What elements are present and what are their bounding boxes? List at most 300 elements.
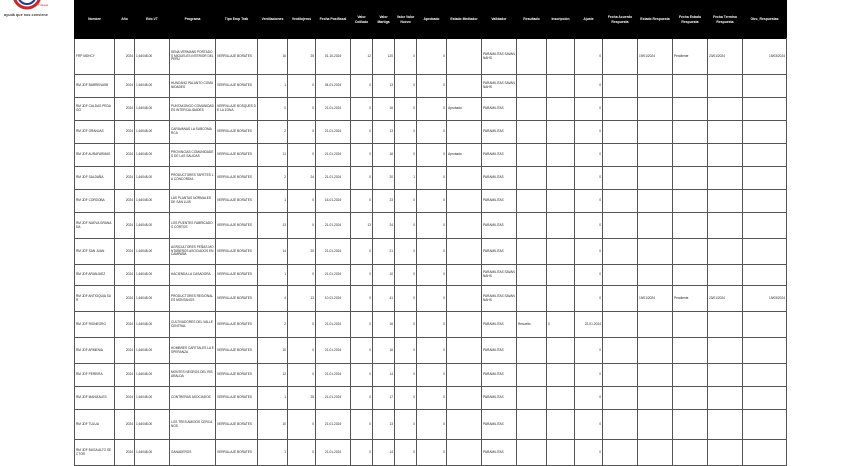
- column-header[interactable]: Edo.VT: [135, 1, 170, 39]
- table-cell[interactable]: PUNTAKONGO COMUNIDADES INTERCALIDADES: [170, 98, 216, 121]
- column-header[interactable]: Validador: [482, 1, 517, 39]
- table-cell[interactable]: [743, 144, 787, 167]
- table-cell[interactable]: 1: [258, 190, 288, 213]
- table-cell[interactable]: 0: [351, 75, 373, 98]
- table-cell[interactable]: [638, 338, 673, 364]
- table-cell[interactable]: [447, 190, 482, 213]
- table-cell[interactable]: 1,64048-00: [135, 387, 170, 410]
- table-cell[interactable]: 21-01-2024: [316, 338, 351, 364]
- table-cell[interactable]: 01-10-2024: [316, 39, 351, 75]
- table-cell[interactable]: 0: [575, 144, 603, 167]
- table-cell[interactable]: [603, 167, 638, 190]
- table-cell[interactable]: [743, 410, 787, 440]
- column-header[interactable]: Fecha Estado Respuesta: [673, 1, 708, 39]
- table-cell[interactable]: 16: [373, 338, 395, 364]
- table-cell[interactable]: 04-01-2024: [316, 75, 351, 98]
- table-cell[interactable]: [547, 364, 575, 387]
- table-cell[interactable]: 0: [351, 387, 373, 410]
- table-cell[interactable]: [603, 239, 638, 265]
- table-cell[interactable]: [743, 190, 787, 213]
- table-cell[interactable]: PARAMILITAS: [482, 121, 517, 144]
- table-cell[interactable]: 0: [417, 286, 447, 312]
- table-cell[interactable]: 0: [351, 410, 373, 440]
- table-cell[interactable]: 21-01-2024: [316, 410, 351, 440]
- table-cell[interactable]: [603, 144, 638, 167]
- table-cell[interactable]: [638, 190, 673, 213]
- table-cell[interactable]: [547, 440, 575, 466]
- table-cell[interactable]: 0: [351, 190, 373, 213]
- table-cell[interactable]: [743, 440, 787, 466]
- table-cell[interactable]: 0: [575, 440, 603, 466]
- table-row[interactable]: [75, 167, 787, 190]
- column-header[interactable]: Nombre: [75, 1, 115, 39]
- table-cell[interactable]: [547, 265, 575, 286]
- table-cell[interactable]: [743, 364, 787, 387]
- table-cell[interactable]: [603, 213, 638, 239]
- table-cell[interactable]: [673, 410, 708, 440]
- table-cell[interactable]: PARAMILITAS SAVANNAHS: [482, 75, 517, 98]
- table-cell[interactable]: VERRILLAJE BORATES: [216, 410, 258, 440]
- table-cell[interactable]: RM JDF AURAFARMAS: [75, 144, 115, 167]
- table-cell[interactable]: 10: [258, 338, 288, 364]
- table-cell[interactable]: 0: [351, 338, 373, 364]
- table-cell[interactable]: 0: [575, 39, 603, 75]
- table-cell[interactable]: 12: [351, 39, 373, 75]
- table-cell[interactable]: 2024: [115, 98, 135, 121]
- column-header[interactable]: Fecha Acuerdo Respuesta: [603, 1, 638, 39]
- table-cell[interactable]: [447, 39, 482, 75]
- table-cell[interactable]: 2024: [115, 144, 135, 167]
- table-cell[interactable]: 21-01-2024: [316, 364, 351, 387]
- table-cell[interactable]: [603, 387, 638, 410]
- table-cell[interactable]: [603, 265, 638, 286]
- table-cell[interactable]: 23/01/2024: [708, 286, 743, 312]
- table-cell[interactable]: 0: [288, 121, 316, 144]
- table-cell[interactable]: 2024: [115, 286, 135, 312]
- table-cell[interactable]: VERRILLAJE BOSQUES DE LA ZONA: [216, 98, 258, 121]
- table-cell[interactable]: 12: [258, 364, 288, 387]
- table-cell[interactable]: [743, 312, 787, 338]
- table-cell[interactable]: 0: [351, 239, 373, 265]
- table-cell[interactable]: HUNCANO PALANTO COMUNIDADES: [170, 75, 216, 98]
- table-cell[interactable]: 0: [417, 364, 447, 387]
- table-cell[interactable]: RM JDF PEREIRA: [75, 364, 115, 387]
- table-cell[interactable]: 21: [373, 239, 395, 265]
- table-cell[interactable]: 0: [395, 98, 417, 121]
- table-cell[interactable]: PARAMILITAS: [482, 440, 517, 466]
- table-cell[interactable]: 16: [373, 312, 395, 338]
- column-header[interactable]: Ventilaciones: [258, 1, 288, 39]
- table-cell[interactable]: PARAMILITAS: [482, 338, 517, 364]
- table-cell[interactable]: [517, 265, 547, 286]
- table-cell[interactable]: 10: [258, 410, 288, 440]
- table-cell[interactable]: [517, 387, 547, 410]
- table-cell[interactable]: [547, 190, 575, 213]
- table-cell[interactable]: LOS PUENTES FABRICADOS CORTOS: [170, 213, 216, 239]
- table-cell[interactable]: 19/01/2024: [638, 286, 673, 312]
- table-cell[interactable]: 15/03/2024: [743, 286, 787, 312]
- table-cell[interactable]: [517, 364, 547, 387]
- table-cell[interactable]: [708, 167, 743, 190]
- table-cell[interactable]: 2: [258, 312, 288, 338]
- column-header[interactable]: Valor Martiga: [373, 1, 395, 39]
- table-cell[interactable]: [708, 190, 743, 213]
- table-cell[interactable]: 4: [258, 286, 288, 312]
- table-cell[interactable]: 23: [373, 190, 395, 213]
- table-row[interactable]: [75, 286, 787, 312]
- table-cell[interactable]: 0: [547, 312, 575, 338]
- table-cell[interactable]: 22-01-2024: [575, 312, 603, 338]
- table-row[interactable]: [75, 312, 787, 338]
- table-cell[interactable]: [708, 144, 743, 167]
- table-cell[interactable]: 13: [373, 75, 395, 98]
- table-cell[interactable]: [447, 286, 482, 312]
- table-cell[interactable]: PARAMILITAS: [482, 144, 517, 167]
- table-cell[interactable]: 0: [395, 387, 417, 410]
- table-cell[interactable]: PARAMILITAS SAVANNAHS: [482, 265, 517, 286]
- table-cell[interactable]: HOMBRES CAFETALES LA ESPERANZA: [170, 338, 216, 364]
- table-cell[interactable]: 1,64048-00: [135, 213, 170, 239]
- table-cell[interactable]: [547, 98, 575, 121]
- table-cell[interactable]: 1,64048-00: [135, 265, 170, 286]
- table-cell[interactable]: [673, 167, 708, 190]
- table-cell[interactable]: 0: [417, 167, 447, 190]
- column-header[interactable]: Estado Mediador: [447, 1, 482, 39]
- table-cell[interactable]: 0: [395, 440, 417, 466]
- table-cell[interactable]: VERRILLAJE BORATES: [216, 338, 258, 364]
- table-cell[interactable]: 0: [395, 364, 417, 387]
- table-cell[interactable]: VERRILLAJE BORATES: [216, 265, 258, 286]
- table-cell[interactable]: [673, 239, 708, 265]
- table-cell[interactable]: [547, 39, 575, 75]
- table-cell[interactable]: 2024: [115, 167, 135, 190]
- table-cell[interactable]: [673, 364, 708, 387]
- table-cell[interactable]: 0: [395, 75, 417, 98]
- table-cell[interactable]: [743, 338, 787, 364]
- table-cell[interactable]: 2024: [115, 312, 135, 338]
- table-cell[interactable]: VERRILLAJE BORATES: [216, 167, 258, 190]
- table-cell[interactable]: 19/01/2024: [638, 39, 673, 75]
- table-cell[interactable]: 0: [417, 121, 447, 144]
- table-cell[interactable]: 0: [575, 338, 603, 364]
- table-cell[interactable]: GANADEROS: [170, 440, 216, 466]
- table-cell[interactable]: [547, 144, 575, 167]
- table-cell[interactable]: PARAMILITAS SAVANNAHS: [482, 286, 517, 312]
- column-header[interactable]: Estado Respuesta: [638, 1, 673, 39]
- table-cell[interactable]: 0: [351, 98, 373, 121]
- table-cell[interactable]: 0: [417, 98, 447, 121]
- table-cell[interactable]: [673, 213, 708, 239]
- column-header[interactable]: Fecha Postfiscal: [316, 1, 351, 39]
- table-cell[interactable]: 0: [417, 239, 447, 265]
- table-cell[interactable]: 20: [373, 167, 395, 190]
- table-cell[interactable]: SENA VERMANS PORTADOS MIGUELES INTERIOR DEL PERÚ: [170, 39, 216, 75]
- table-cell[interactable]: [708, 239, 743, 265]
- table-cell[interactable]: 0: [417, 410, 447, 440]
- table-cell[interactable]: 2024: [115, 213, 135, 239]
- column-header[interactable]: Año: [115, 1, 135, 39]
- table-cell[interactable]: 0: [417, 213, 447, 239]
- table-row[interactable]: [75, 98, 787, 121]
- table-cell[interactable]: 2024: [115, 75, 135, 98]
- table-cell[interactable]: RM JDF ANTIOQUIA SUR: [75, 286, 115, 312]
- table-cell[interactable]: [447, 213, 482, 239]
- table-cell[interactable]: RM JDF TULUA: [75, 410, 115, 440]
- table-cell[interactable]: [517, 440, 547, 466]
- table-cell[interactable]: 0: [395, 144, 417, 167]
- table-cell[interactable]: [708, 338, 743, 364]
- table-cell[interactable]: 0: [395, 410, 417, 440]
- table-cell[interactable]: 2024: [115, 239, 135, 265]
- table-cell[interactable]: VERRILLAJE BORATES: [216, 213, 258, 239]
- table-cell[interactable]: 1,64048-00: [135, 239, 170, 265]
- table-cell[interactable]: RM JDF CALDAS PEDAGO: [75, 98, 115, 121]
- table-cell[interactable]: [547, 239, 575, 265]
- table-cell[interactable]: 13: [351, 213, 373, 239]
- table-row[interactable]: [75, 239, 787, 265]
- table-cell[interactable]: RM JDF BUGA ALTO SECTOR: [75, 440, 115, 466]
- table-cell[interactable]: [708, 265, 743, 286]
- table-cell[interactable]: 0: [288, 190, 316, 213]
- table-cell[interactable]: [638, 121, 673, 144]
- table-cell[interactable]: 1,64048-00: [135, 98, 170, 121]
- table-cell[interactable]: LOS TRES AMIGOS CERCANOS: [170, 410, 216, 440]
- table-cell[interactable]: [638, 312, 673, 338]
- table-cell[interactable]: 1,64048-00: [135, 364, 170, 387]
- table-cell[interactable]: 1,64048-00: [135, 121, 170, 144]
- table-cell[interactable]: 21-01-2024: [316, 213, 351, 239]
- table-cell[interactable]: 0: [395, 286, 417, 312]
- table-row[interactable]: [75, 121, 787, 144]
- column-header[interactable]: Inscripción: [547, 1, 575, 39]
- table-cell[interactable]: [638, 239, 673, 265]
- table-cell[interactable]: RM JDF CORDOBA: [75, 190, 115, 213]
- table-cell[interactable]: [517, 144, 547, 167]
- table-cell[interactable]: 0: [395, 239, 417, 265]
- table-cell[interactable]: 14: [373, 440, 395, 466]
- table-cell[interactable]: [673, 312, 708, 338]
- table-cell[interactable]: 1,64048-00: [135, 144, 170, 167]
- table-cell[interactable]: PROVINCIAS COMUNIDADES DE LAS SALIDAS: [170, 144, 216, 167]
- table-cell[interactable]: [447, 239, 482, 265]
- column-header[interactable]: Valor Valor Nuevo: [395, 1, 417, 39]
- table-cell[interactable]: 1,64048-00: [135, 39, 170, 75]
- table-cell[interactable]: [447, 75, 482, 98]
- table-cell[interactable]: 0: [575, 286, 603, 312]
- table-cell[interactable]: LAS PLANTAS NORMALES DE SAN LUIS: [170, 190, 216, 213]
- table-cell[interactable]: 0: [417, 440, 447, 466]
- table-cell[interactable]: 0: [288, 440, 316, 466]
- table-cell[interactable]: [708, 387, 743, 410]
- table-cell[interactable]: PARAMILITAS: [482, 239, 517, 265]
- table-cell[interactable]: [603, 286, 638, 312]
- table-cell[interactable]: [603, 312, 638, 338]
- table-cell[interactable]: 0: [575, 265, 603, 286]
- table-cell[interactable]: [638, 440, 673, 466]
- table-cell[interactable]: 2024: [115, 121, 135, 144]
- table-row[interactable]: [75, 190, 787, 213]
- table-cell[interactable]: FRP MDHCY: [75, 39, 115, 75]
- table-cell[interactable]: [638, 213, 673, 239]
- table-cell[interactable]: [708, 75, 743, 98]
- table-cell[interactable]: PARAMILITAS: [482, 312, 517, 338]
- table-cell[interactable]: VERRILLAJE BORATES: [216, 144, 258, 167]
- table-cell[interactable]: 13: [288, 286, 316, 312]
- table-cell[interactable]: PARAMILITAS: [482, 213, 517, 239]
- table-row[interactable]: [75, 75, 787, 98]
- table-cell[interactable]: 0: [351, 286, 373, 312]
- table-cell[interactable]: [517, 213, 547, 239]
- table-cell[interactable]: [673, 75, 708, 98]
- table-cell[interactable]: Pendiente: [673, 286, 708, 312]
- table-cell[interactable]: [547, 121, 575, 144]
- table-cell[interactable]: [743, 121, 787, 144]
- table-cell[interactable]: 1: [258, 387, 288, 410]
- table-cell[interactable]: 0: [575, 167, 603, 190]
- table-cell[interactable]: PARAMILITAS: [482, 98, 517, 121]
- table-cell[interactable]: VERRILLAJE BORATES: [216, 190, 258, 213]
- table-cell[interactable]: PARAMILITAS: [482, 167, 517, 190]
- table-cell[interactable]: 0: [258, 98, 288, 121]
- table-cell[interactable]: 1,64048-00: [135, 312, 170, 338]
- table-cell[interactable]: 0: [575, 364, 603, 387]
- table-cell[interactable]: 2: [258, 167, 288, 190]
- table-cell[interactable]: 2024: [115, 387, 135, 410]
- table-cell[interactable]: [547, 75, 575, 98]
- table-row[interactable]: [75, 410, 787, 440]
- table-cell[interactable]: 0: [351, 121, 373, 144]
- table-cell[interactable]: 0: [417, 387, 447, 410]
- table-cell[interactable]: [638, 144, 673, 167]
- table-cell[interactable]: 0: [288, 98, 316, 121]
- table-cell[interactable]: RM JDF NUEVA GRANADA: [75, 213, 115, 239]
- table-cell[interactable]: 0: [395, 121, 417, 144]
- table-cell[interactable]: 0: [417, 338, 447, 364]
- table-cell[interactable]: 0: [417, 265, 447, 286]
- table-cell[interactable]: 24: [288, 167, 316, 190]
- table-cell[interactable]: 0: [417, 144, 447, 167]
- table-cell[interactable]: VERRILLAJE BORATES: [216, 286, 258, 312]
- table-row[interactable]: [75, 213, 787, 239]
- table-cell[interactable]: 0: [288, 265, 316, 286]
- table-cell[interactable]: [743, 213, 787, 239]
- table-cell[interactable]: [673, 98, 708, 121]
- table-cell[interactable]: CARAVANAS LA SUBCOMARCA: [170, 121, 216, 144]
- table-cell[interactable]: 1,64048-00: [135, 286, 170, 312]
- table-cell[interactable]: [673, 265, 708, 286]
- table-cell[interactable]: 0: [395, 39, 417, 75]
- table-row[interactable]: [75, 144, 787, 167]
- table-cell[interactable]: PRODUCTORES REGIONALES MONTANOS: [170, 286, 216, 312]
- table-cell[interactable]: 13: [373, 121, 395, 144]
- table-cell[interactable]: 0: [351, 265, 373, 286]
- table-cell[interactable]: PARAMILITAS: [482, 387, 517, 410]
- table-cell[interactable]: 14: [373, 364, 395, 387]
- table-cell[interactable]: 2024: [115, 410, 135, 440]
- column-header[interactable]: Fecha Termino Respuesta: [708, 1, 743, 39]
- table-cell[interactable]: VERRILLAJE BORATES: [216, 39, 258, 75]
- table-cell[interactable]: AGRICULTORES PEÑAS MONTAÑEROS ASOCIADOS EN CAMPAÑA: [170, 239, 216, 265]
- table-cell[interactable]: [603, 190, 638, 213]
- table-cell[interactable]: Resuelto: [517, 312, 547, 338]
- table-cell[interactable]: [673, 387, 708, 410]
- table-cell[interactable]: 1: [258, 440, 288, 466]
- table-cell[interactable]: [603, 364, 638, 387]
- table-cell[interactable]: 2024: [115, 39, 135, 75]
- table-cell[interactable]: [743, 167, 787, 190]
- table-cell[interactable]: 0: [575, 98, 603, 121]
- table-cell[interactable]: [743, 75, 787, 98]
- table-cell[interactable]: 0: [395, 265, 417, 286]
- table-cell[interactable]: [547, 286, 575, 312]
- table-cell[interactable]: [447, 167, 482, 190]
- table-cell[interactable]: [708, 213, 743, 239]
- table-cell[interactable]: 17: [373, 387, 395, 410]
- table-cell[interactable]: [638, 98, 673, 121]
- table-cell[interactable]: [517, 39, 547, 75]
- table-cell[interactable]: 2024: [115, 265, 135, 286]
- table-cell[interactable]: 0: [417, 39, 447, 75]
- table-cell[interactable]: 0: [575, 410, 603, 440]
- table-cell[interactable]: [708, 121, 743, 144]
- table-cell[interactable]: [447, 410, 482, 440]
- table-cell[interactable]: PARAMILITAS SAVANNAHS: [482, 39, 517, 75]
- table-cell[interactable]: 25: [288, 39, 316, 75]
- table-cell[interactable]: 0: [288, 364, 316, 387]
- table-cell[interactable]: 10-01-2024: [316, 286, 351, 312]
- table-cell[interactable]: [447, 121, 482, 144]
- table-row[interactable]: [75, 265, 787, 286]
- table-cell[interactable]: [638, 364, 673, 387]
- table-cell[interactable]: [547, 387, 575, 410]
- table-cell[interactable]: [603, 338, 638, 364]
- table-cell[interactable]: 1: [258, 75, 288, 98]
- table-cell[interactable]: 0: [395, 312, 417, 338]
- table-cell[interactable]: MONTES NEGROS DEL RISARALDA: [170, 364, 216, 387]
- table-cell[interactable]: 23/01/2024: [708, 39, 743, 75]
- table-cell[interactable]: [447, 387, 482, 410]
- table-cell[interactable]: 0: [575, 239, 603, 265]
- table-cell[interactable]: 21-01-2024: [316, 312, 351, 338]
- table-cell[interactable]: [447, 440, 482, 466]
- table-cell[interactable]: 2024: [115, 440, 135, 466]
- table-cell[interactable]: [603, 121, 638, 144]
- table-cell[interactable]: [517, 286, 547, 312]
- table-cell[interactable]: PRODUCTORES TAPETES LA CONCORDIA: [170, 167, 216, 190]
- table-cell[interactable]: [517, 190, 547, 213]
- table-cell[interactable]: VERRILLAJE BORATES: [216, 364, 258, 387]
- table-cell[interactable]: 20: [288, 239, 316, 265]
- table-cell[interactable]: 120: [373, 39, 395, 75]
- table-cell[interactable]: RM JDF MANIZALES: [75, 387, 115, 410]
- table-cell[interactable]: 21-01-2024: [316, 121, 351, 144]
- table-cell[interactable]: 1,64048-00: [135, 440, 170, 466]
- column-header[interactable]: Ventilojeros: [288, 1, 316, 39]
- table-cell[interactable]: 11: [258, 144, 288, 167]
- table-cell[interactable]: 16: [373, 144, 395, 167]
- table-cell[interactable]: [673, 338, 708, 364]
- table-row[interactable]: [75, 338, 787, 364]
- table-cell[interactable]: 0: [417, 75, 447, 98]
- table-row[interactable]: [75, 364, 787, 387]
- table-row[interactable]: [75, 387, 787, 410]
- table-cell[interactable]: VERRILLAJE BORATES: [216, 312, 258, 338]
- table-cell[interactable]: 0: [575, 121, 603, 144]
- table-cell[interactable]: [517, 338, 547, 364]
- table-cell[interactable]: 0: [288, 213, 316, 239]
- table-cell[interactable]: HACIENDA LA CASADORA: [170, 265, 216, 286]
- table-cell[interactable]: [638, 167, 673, 190]
